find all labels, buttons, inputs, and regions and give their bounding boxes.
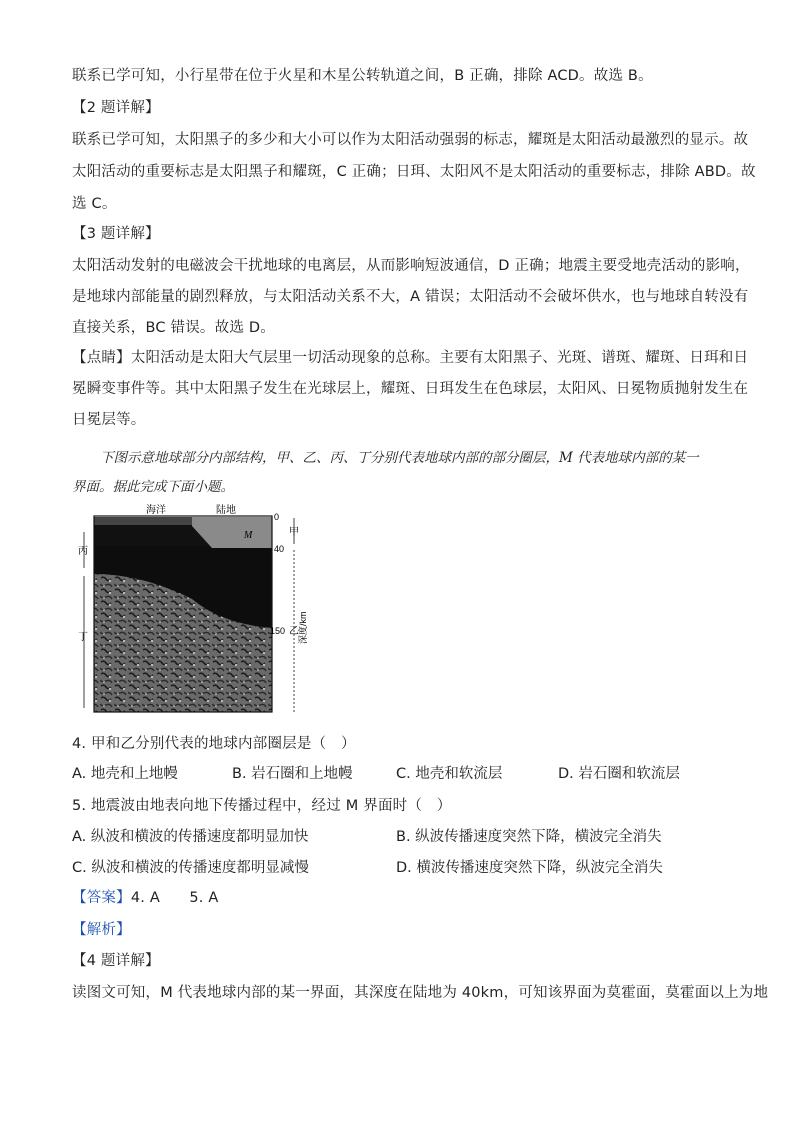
p3-line3: 直接关系，BC 错误。故选 D。 bbox=[72, 320, 275, 336]
q4-option-c[interactable]: C. 地壳和软流层 bbox=[396, 766, 503, 782]
p2-line1: 联系已学可知，太阳黑子的多少和大小可以作为太阳活动强弱的标志，耀斑是太阳活动最激烈的显示。故 bbox=[72, 132, 749, 148]
section-heading-3: 【3 题详解】 bbox=[72, 226, 160, 242]
p1: 联系已学可知，小行星带在位于火星和木星公转轨道之间，B 正确，排除 ACD。故选 B。 bbox=[72, 68, 653, 84]
q5-option-a[interactable]: A. 纵波和横波的传播速度都明显加快 bbox=[72, 829, 309, 845]
depth-150-label: 150 bbox=[270, 626, 286, 636]
q5-option-b[interactable]: B. 纵波传播速度突然下降，横波完全消失 bbox=[396, 829, 662, 845]
layer-yi-label: 乙 bbox=[289, 626, 299, 637]
ocean-water bbox=[94, 517, 194, 525]
tip-line2: 冕瞬变事件等。其中太阳黑子发生在光球层上，耀斑、日珥发生在色球层，太阳风、日冕物质抛射发生在 bbox=[72, 381, 749, 397]
p4-line1: 读图文可知，M 代表地球内部的某一界面，其深度在陆地为 40km，可知该界面为莫霍面，莫霍面以上为地 bbox=[72, 985, 769, 1001]
m-label: M bbox=[244, 530, 253, 541]
analysis-label: 【解析】 bbox=[72, 922, 131, 938]
depth-0-label: 0 bbox=[274, 512, 280, 522]
section-heading-2: 【2 题详解】 bbox=[72, 100, 160, 116]
depth-axis-label: 深度/km bbox=[298, 611, 308, 644]
depth-40-label: 40 bbox=[274, 544, 285, 554]
q5-option-d[interactable]: D. 横波传播速度突然下降，纵波完全消失 bbox=[396, 860, 663, 876]
layer-ding-label: 丁 bbox=[78, 632, 88, 643]
question-5-stem: 5. 地震波由地表向地下传播过程中，经过 M 界面时（ ） bbox=[72, 798, 452, 814]
figure-intro-2: 界面。据此完成下面小题。 bbox=[72, 479, 234, 495]
layer-jia-label: 甲 bbox=[289, 527, 299, 538]
tip-label: 【点睛】 bbox=[72, 350, 131, 366]
tip-text-1: 太阳活动是太阳大气层里一切活动现象的总称。主要有太阳黑子、光斑、谱斑、耀斑、日珥和日 bbox=[130, 350, 749, 366]
ocean-label: 海洋 bbox=[146, 505, 166, 516]
land-label: 陆地 bbox=[216, 505, 236, 516]
q4-option-b[interactable]: B. 岩石圈和上地幔 bbox=[232, 766, 353, 782]
layer-bing-label: 丙 bbox=[78, 546, 88, 557]
answer-line bbox=[72, 888, 219, 908]
q4-option-d[interactable]: D. 岩石圈和软流层 bbox=[558, 766, 680, 782]
p3-line2: 是地球内部能量的剧烈释放，与太阳活动关系不大，A 错误；太阳活动不会破坏供水，也与地球自转没有 bbox=[72, 289, 749, 305]
q5-option-c[interactable]: C. 纵波和横波的传播速度都明显减慢 bbox=[72, 860, 309, 876]
answer-label: 【答案】 bbox=[72, 890, 131, 906]
figure-intro-1: 下图示意地球部分内部结构，甲、乙、丙、丁分别代表地球内部的部分圈层，M 代表地球内部的某一 bbox=[100, 450, 699, 466]
p2-line3: 选 C。 bbox=[72, 196, 117, 212]
question-4-stem: 4. 甲和乙分别代表的地球内部圈层是（ ） bbox=[72, 736, 356, 752]
q4-option-a[interactable]: A. 地壳和上地幔 bbox=[72, 766, 178, 782]
section-heading-4: 【4 题详解】 bbox=[72, 953, 160, 969]
p3-line1: 太阳活动发射的电磁波会干扰地球的电离层，从而影响短波通信，D 正确；地震主要受地壳活动的影响， bbox=[72, 258, 750, 274]
earth-structure-figure bbox=[72, 504, 332, 716]
tip-line3: 日冕层等。 bbox=[72, 412, 146, 428]
answer-text: 4. A 5. A bbox=[130, 890, 219, 906]
tip-line1 bbox=[72, 348, 748, 368]
p2-line2: 太阳活动的重要标志是太阳黑子和耀斑，C 正确；日珥、太阳风不是太阳活动的重要标志，排除 ABD。故 bbox=[72, 164, 756, 180]
